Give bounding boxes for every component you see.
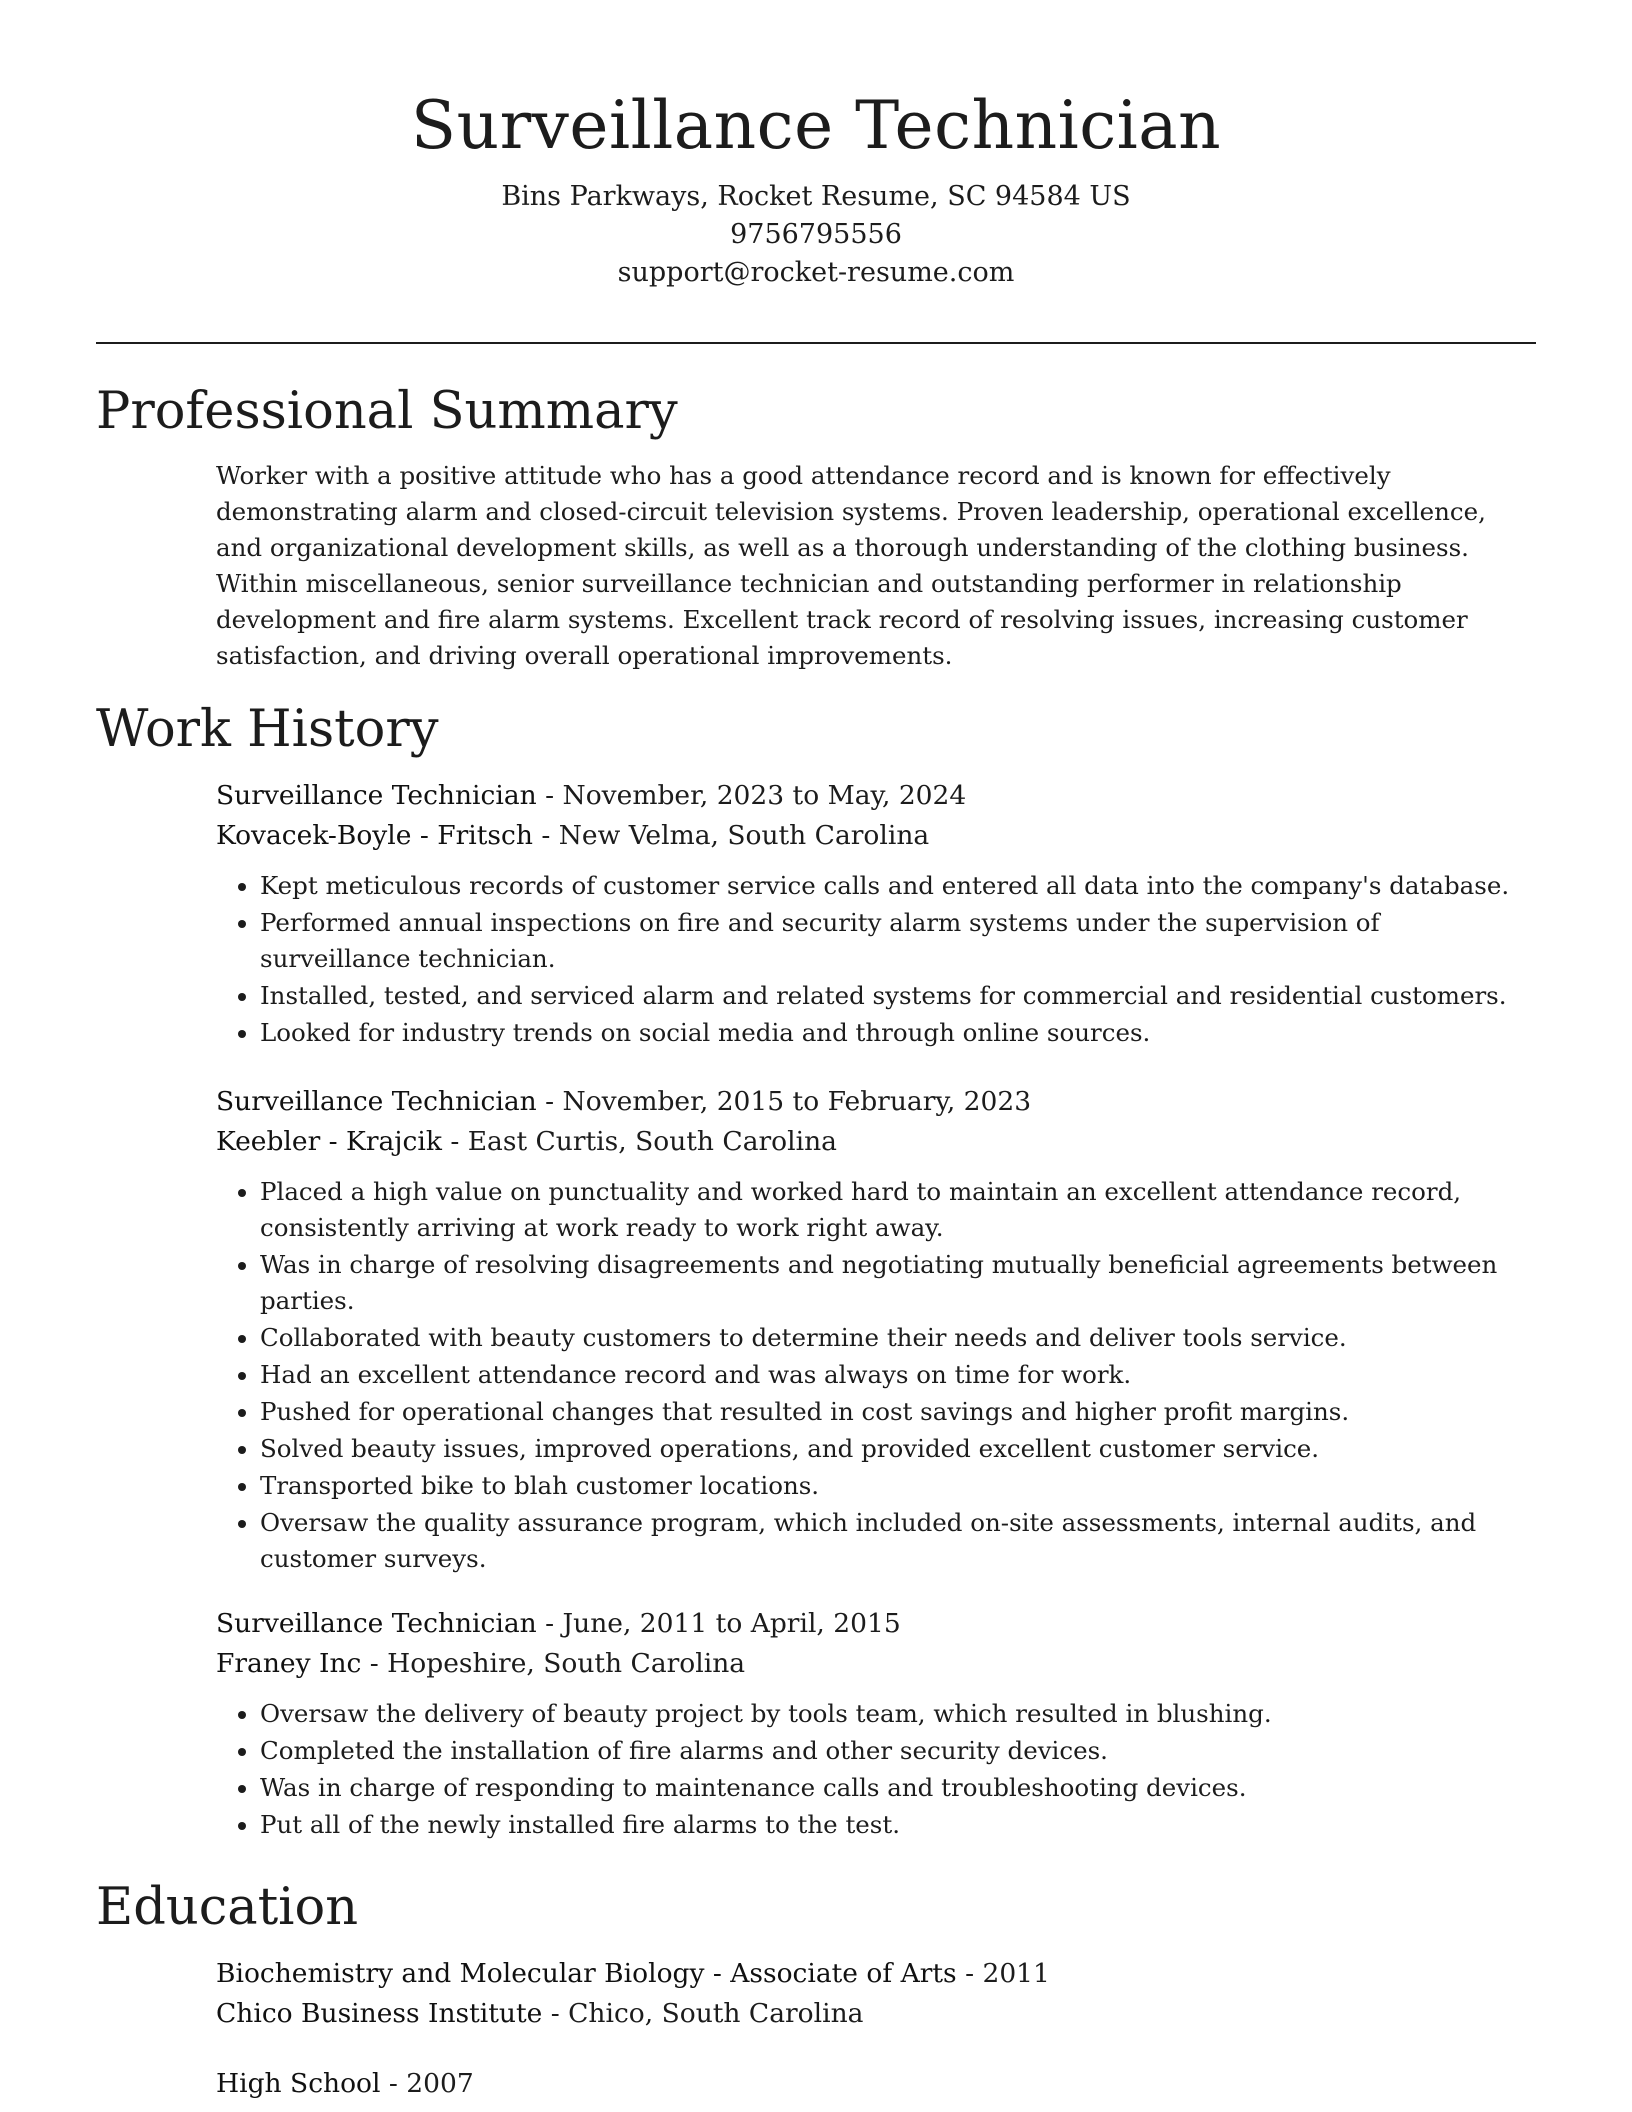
- contact-phone: 9756795556: [730, 219, 902, 250]
- job-company: Kovacek-Boyle - Fritsch: [216, 820, 533, 851]
- job-bullets: [216, 1696, 1536, 1843]
- education-degree: High School: [216, 2068, 381, 2099]
- job-entry: [216, 1604, 1536, 1844]
- list-item: • Placed a high value on punctuality and worked hard to maintain an excellent attendance record, consistently arriving at work ready to work right away.: [260, 1174, 1536, 1246]
- summary-text: Worker with a positive attitude who has a good attendance record and is known for effectively demonstrating alarm and closed-circuit television systems. Proven leadership, operational excellence, and organizational development skills, as well as a thorough understanding of the clothing business. Within miscellaneous, senior surveillance technician and outstanding performer in relationship development and fire alarm systems. Excellent track record of resolving issues, increasing customer satisfaction, and driving overall operational improvements.: [216, 461, 1486, 670]
- education-school-line: [216, 1994, 1536, 2034]
- job-title: Surveillance Technician: [216, 1086, 537, 1117]
- job-dates: - June, 2011 to April, 2015: [536, 1608, 901, 1639]
- list-item: • Performed annual inspections on fire and security alarm systems under the supervision of surveillance technician.: [260, 905, 1536, 977]
- summary-heading: Professional Summary: [96, 382, 678, 441]
- education-entry: [216, 1954, 1536, 2034]
- work-history-heading: Work History: [96, 700, 439, 759]
- job-company: Franey Inc: [216, 1648, 362, 1679]
- list-item: • Oversaw the delivery of beauty project by tools team, which resulted in blushing.: [260, 1696, 1536, 1732]
- education-entry: [216, 2064, 1536, 2104]
- list-item: • Looked for industry trends on social media and through online sources.: [260, 1015, 1536, 1051]
- list-item: • Put all of the newly installed fire alarms to the test.: [260, 1807, 1536, 1843]
- list-item: • Completed the installation of fire alarms and other security devices.: [260, 1733, 1536, 1769]
- list-item: • Solved beauty issues, improved operations, and provided excellent customer service.: [260, 1431, 1536, 1467]
- education-school: Chico Business Institute: [216, 1998, 543, 2029]
- education-heading: Education: [96, 1878, 359, 1937]
- job-title-line: [216, 1082, 1536, 1122]
- list-item: • Collaborated with beauty customers to determine their needs and deliver tools service.: [260, 1320, 1536, 1356]
- education-location: - Chico, South Carolina: [542, 1998, 864, 2029]
- list-item: • Transported bike to blah customer locations.: [260, 1468, 1536, 1504]
- job-title-line: [216, 1604, 1536, 1644]
- education-year: - 2007: [380, 2068, 474, 2099]
- list-item: • Pushed for operational changes that resulted in cost savings and higher profit margins.: [260, 1394, 1536, 1430]
- job-company-line: [216, 1644, 1536, 1684]
- education-degree: Biochemistry and Molecular Biology - Associate of Arts: [216, 1958, 957, 1989]
- header-divider: [96, 342, 1536, 344]
- contact-email: support@rocket-resume.com: [617, 257, 1015, 288]
- list-item: • Was in charge of resolving disagreements and negotiating mutually beneficial agreements between parties.: [260, 1247, 1536, 1319]
- job-company-line: [216, 816, 1536, 856]
- list-item: • Installed, tested, and serviced alarm and related systems for commercial and residential customers.: [260, 978, 1536, 1014]
- education-degree-line: [216, 1954, 1536, 1994]
- candidate-name: Surveillance Technician: [410, 87, 1222, 164]
- job-company-line: [216, 1122, 1536, 1162]
- contact-address: Bins Parkways, Rocket Resume, SC 94584 US: [501, 181, 1131, 212]
- job-location: - Hopeshire, South Carolina: [361, 1648, 746, 1679]
- education-degree-line: [216, 2064, 1536, 2104]
- job-title: Surveillance Technician: [216, 1608, 537, 1639]
- job-entry: [216, 776, 1536, 1052]
- job-location: - New Velma, South Carolina: [532, 820, 930, 851]
- education-year: - 2011: [956, 1958, 1050, 1989]
- job-title-line: [216, 776, 1536, 816]
- list-item: • Oversaw the quality assurance program, which included on-site assessments, internal audits, and customer surveys.: [260, 1505, 1536, 1577]
- list-item: • Was in charge of responding to maintenance calls and troubleshooting devices.: [260, 1770, 1536, 1806]
- job-bullets: [216, 868, 1536, 1051]
- resume-header: [0, 84, 1632, 292]
- job-dates: - November, 2015 to February, 2023: [536, 1086, 1032, 1117]
- job-title: Surveillance Technician: [216, 780, 537, 811]
- list-item: • Kept meticulous records of customer service calls and entered all data into the company's database.: [260, 868, 1536, 904]
- job-entry: [216, 1082, 1536, 1578]
- job-dates: - November, 2023 to May, 2024: [536, 780, 967, 811]
- job-location: - East Curtis, South Carolina: [441, 1126, 837, 1157]
- job-company: Keebler - Krajcik: [216, 1126, 442, 1157]
- list-item: • Had an excellent attendance record and was always on time for work.: [260, 1357, 1536, 1393]
- job-bullets: [216, 1174, 1536, 1577]
